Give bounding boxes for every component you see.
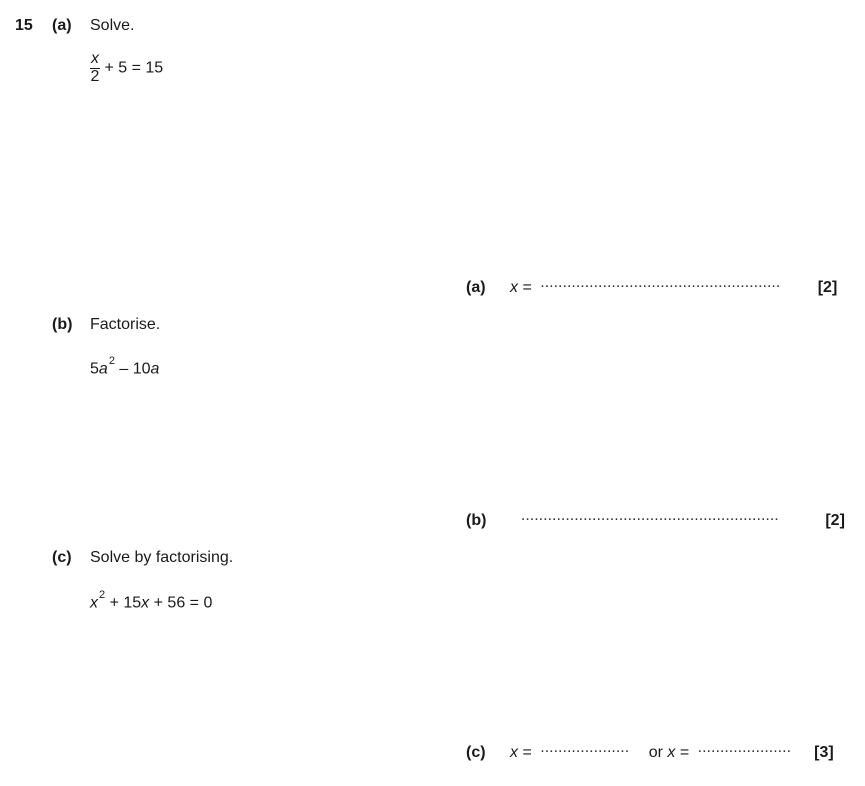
expr-b-coef: 5 — [90, 360, 99, 378]
answer-c-marks: [3] — [814, 744, 834, 761]
expr-c-power: 2 — [99, 589, 106, 601]
part-b-expression — [90, 355, 160, 378]
answer-a-var: x — [510, 279, 519, 296]
answer-c-or: or — [648, 744, 663, 761]
expr-c-rest: + 56 = 0 — [153, 594, 213, 612]
answer-line-c — [466, 739, 834, 762]
expr-c-var: x — [90, 594, 98, 612]
answer-c-var1: x — [510, 744, 519, 761]
fraction-denominator: 2 — [90, 67, 100, 85]
equation-rest: + 5 = 15 — [104, 59, 164, 77]
expr-b-rest-var: a — [150, 360, 160, 378]
expr-b-power: 2 — [108, 355, 115, 367]
answer-line-b — [466, 507, 845, 530]
part-c-expression — [90, 589, 213, 612]
answer-b-label: (b) — [466, 512, 487, 529]
answer-b-marks: [2] — [825, 512, 845, 529]
part-b-instruction: Factorise. — [90, 316, 161, 333]
answer-b-input[interactable]: .......................................................... — [520, 507, 779, 524]
expr-b-var: a — [98, 360, 108, 378]
answer-a-marks: [2] — [817, 279, 838, 296]
answer-a-equals: = — [522, 279, 532, 296]
part-b-label: (b) — [52, 316, 73, 333]
answer-c-equals2: = — [679, 744, 690, 761]
answer-c-input1[interactable]: .................... — [540, 739, 630, 756]
part-a-instruction: Solve. — [90, 17, 135, 34]
fraction — [90, 51, 100, 86]
answer-c-label: (c) — [466, 744, 486, 761]
part-a-label: (a) — [52, 17, 72, 34]
answer-c-equals1: = — [522, 744, 532, 761]
question-number: 15 — [15, 17, 33, 34]
fraction-numerator: x — [91, 50, 99, 67]
expr-b-rest: – 10 — [119, 360, 151, 378]
expr-c-mid: + 15 — [109, 594, 142, 612]
answer-c-var2: x — [667, 744, 676, 761]
answer-a-input[interactable]: ...................................................... — [540, 274, 781, 291]
part-a-equation — [90, 51, 163, 86]
answer-c-input2[interactable]: ..................... — [697, 739, 792, 756]
answer-line-a — [466, 274, 837, 297]
answer-a-label: (a) — [466, 279, 486, 296]
part-c-label: (c) — [52, 549, 72, 566]
part-c-instruction: Solve by factorising. — [90, 549, 234, 566]
expr-c-mid-var: x — [141, 594, 150, 612]
